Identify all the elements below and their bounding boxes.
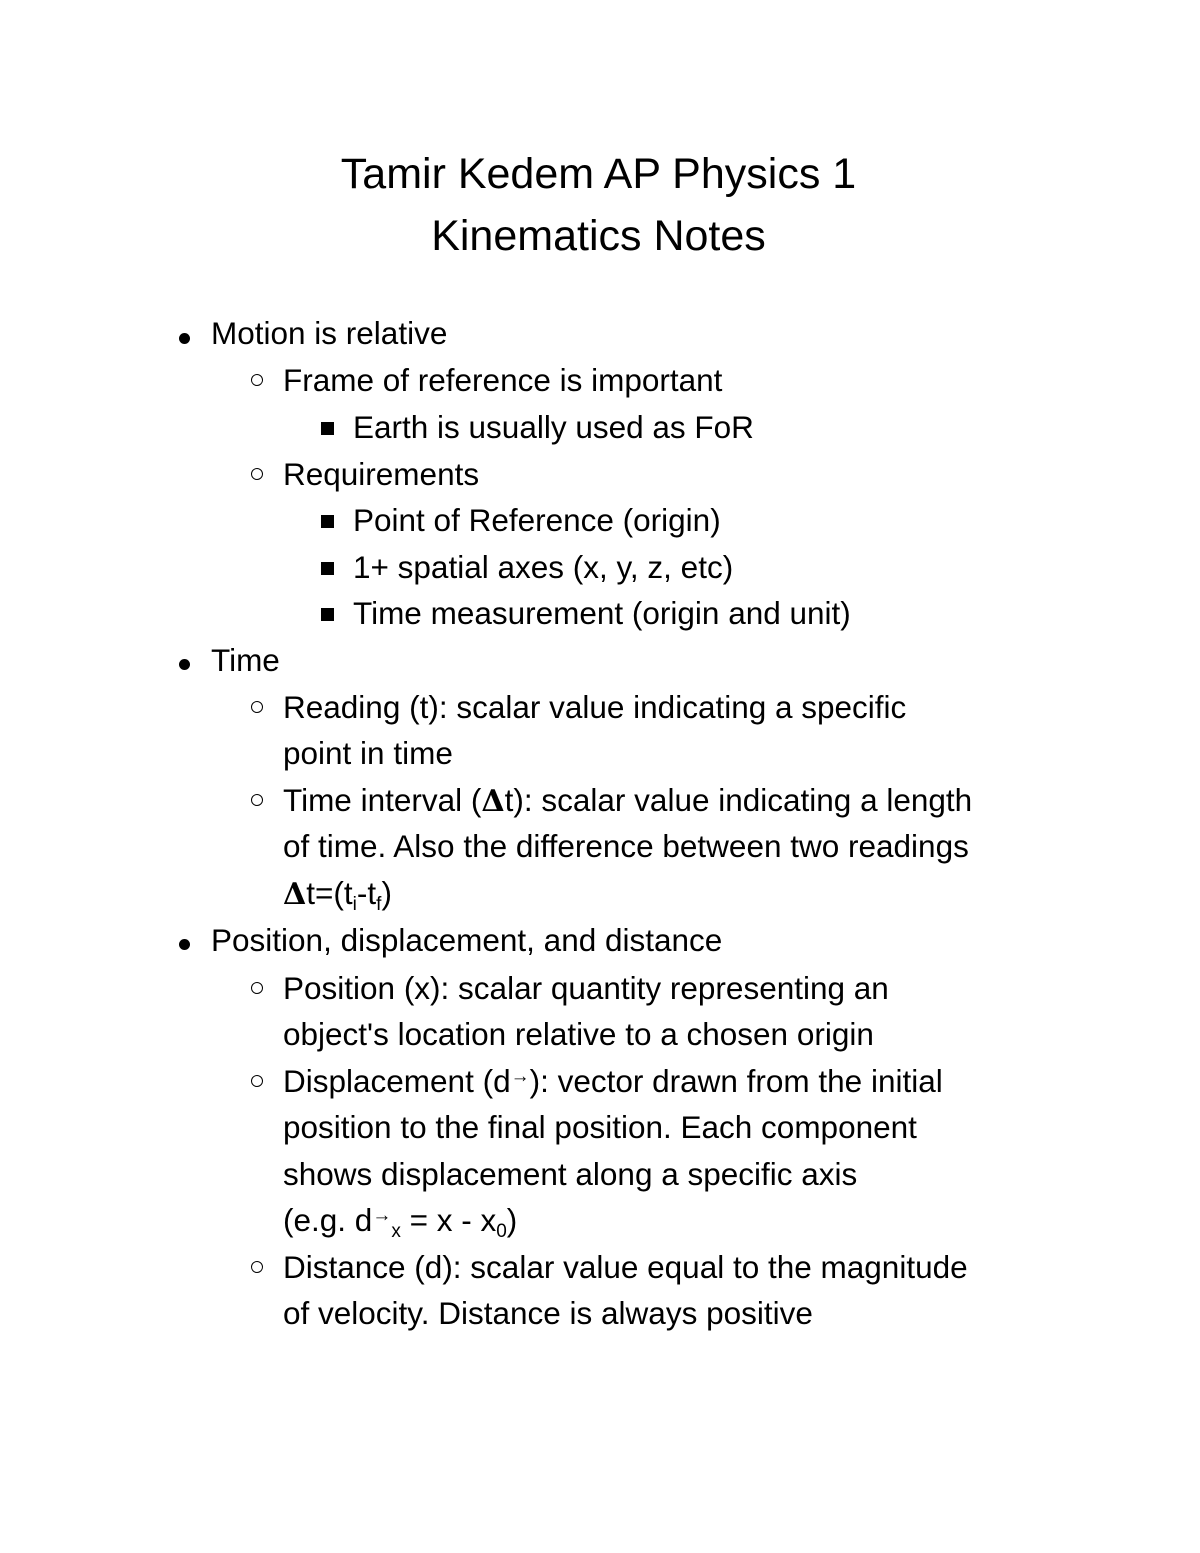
displacement-example xyxy=(283,1197,517,1244)
delta-symbol: Δ xyxy=(481,784,505,819)
level2-bullet-icon xyxy=(251,982,263,994)
note-frame-of-reference: Frame of reference is important xyxy=(283,362,723,398)
title-line-2: Kinematics Notes xyxy=(431,212,766,260)
text-run: Time interval ( xyxy=(283,782,482,818)
text-run: t): scalar value indicating a length xyxy=(504,782,973,818)
note-displacement-line-2: position to the final position. Each component xyxy=(283,1109,917,1145)
note-motion: Motion is relative xyxy=(211,315,448,351)
title-line-1: Tamir Kedem AP Physics 1 xyxy=(340,150,857,198)
level2-bullet-icon xyxy=(251,374,263,386)
note-reading-line-1: Reading (t): scalar value indicating a specific xyxy=(283,689,907,725)
subscript: f xyxy=(376,894,382,915)
delta-t-formula xyxy=(283,870,392,919)
text-run: t=(t xyxy=(306,875,353,911)
level3-bullet-icon xyxy=(321,515,334,528)
level3-bullet-icon xyxy=(321,608,334,621)
level2-bullet-icon xyxy=(251,1075,263,1087)
text-run: Displacement (d xyxy=(283,1063,511,1099)
document-title xyxy=(0,143,1197,267)
level1-bullet-icon xyxy=(179,939,190,950)
level2-bullet-icon xyxy=(251,1261,263,1273)
note-requirements: Requirements xyxy=(283,456,480,492)
vector-arrow-icon: → xyxy=(510,1066,530,1087)
subscript: x xyxy=(391,1221,401,1242)
level3-bullet-icon xyxy=(321,422,334,435)
note-position-line-2: object's location relative to a chosen origin xyxy=(283,1016,874,1052)
level2-bullet-icon xyxy=(251,701,263,713)
note-spatial-axes: 1+ spatial axes (x, y, z, etc) xyxy=(353,549,734,585)
text-run: ) xyxy=(506,1202,518,1238)
level2-bullet-icon xyxy=(251,468,263,480)
note-time-interval-line-2: of time. Also the difference between two readings xyxy=(283,828,969,864)
note-point-of-reference: Point of Reference (origin) xyxy=(353,502,721,538)
level2-bullet-icon xyxy=(251,794,263,806)
subscript: 0 xyxy=(496,1221,507,1242)
note-time-interval-line-1 xyxy=(283,777,972,826)
subscript: i xyxy=(352,894,357,915)
level1-bullet-icon xyxy=(179,333,190,344)
text-run: -t xyxy=(356,875,377,911)
note-distance-line-1: Distance (d): scalar value equal to the magnitude xyxy=(283,1249,968,1285)
note-displacement-line-3: shows displacement along a specific axis xyxy=(283,1156,858,1192)
text-run: ) xyxy=(381,875,392,911)
text-run: (e.g. d xyxy=(283,1202,373,1238)
text-run: ): vector drawn from the initial xyxy=(529,1063,943,1099)
note-displacement-line-1 xyxy=(283,1058,943,1105)
vector-arrow-icon: → xyxy=(372,1205,392,1226)
delta-symbol: Δ xyxy=(283,877,307,912)
note-time-measurement: Time measurement (origin and unit) xyxy=(353,595,851,631)
note-earth-for: Earth is usually used as FoR xyxy=(353,409,754,445)
level3-bullet-icon xyxy=(321,562,334,575)
note-time: Time xyxy=(211,642,280,678)
note-position-line-1: Position (x): scalar quantity representing an xyxy=(283,970,889,1006)
note-distance-line-2: of velocity. Distance is always positive xyxy=(283,1295,813,1331)
note-reading-line-2: point in time xyxy=(283,735,453,771)
level1-bullet-icon xyxy=(179,659,190,670)
text-run: = x - x xyxy=(400,1202,497,1238)
note-position-section: Position, displacement, and distance xyxy=(211,922,723,958)
